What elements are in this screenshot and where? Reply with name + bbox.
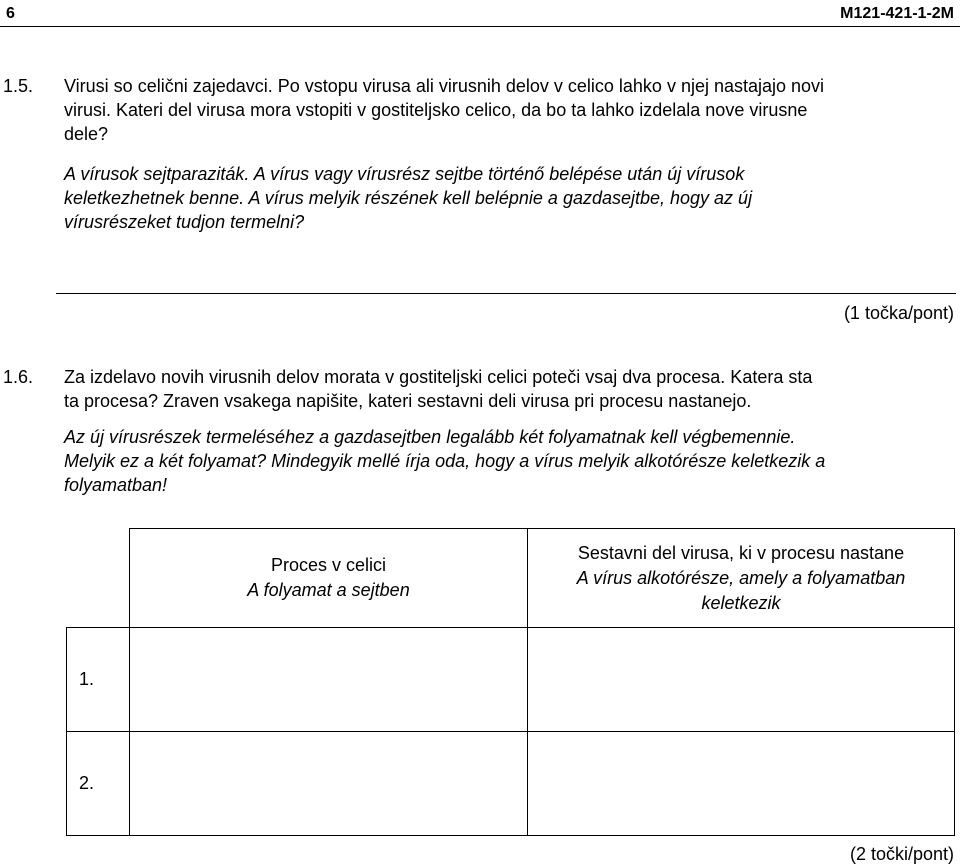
answer-cell-virus-part[interactable] [528,628,955,732]
answer-cell-process[interactable] [130,628,528,732]
header-line: Sestavni del virusa, ki v procesu nastane [577,542,905,563]
row-number: 2. [67,732,130,836]
question-1-5-slovene [64,74,944,146]
page-number: 6 [6,5,15,22]
text-line: ta procesa? Zraven vsakega napišite, kateri sestavni deli virusa pri procesu nastanejo. [64,391,752,411]
text-line: Virusi so celični zajedavci. Po vstopu virusa ali virusnih delov v celico lahko v njej nastajajo novi [64,76,825,96]
answer-cell-process[interactable] [130,732,528,836]
header-line: keletkezik [701,592,781,613]
answer-cell-virus-part[interactable] [528,732,955,836]
answer-table [66,528,955,836]
text-line: A vírusok sejtparaziták. A vírus vagy vírusrész sejtbe történő belépése után új vírusok [64,164,745,184]
text-line: Az új vírusrészek termeléséhez a gazdasejtben legalább két folyamatnak kell végbemennie. [64,427,796,447]
table-header-row [67,529,955,628]
text-line: vírusrészeket tudjon termelni? [64,212,305,232]
question-1-6-slovene [64,365,944,413]
answer-line[interactable] [56,293,956,294]
points-1-6: (2 točki/pont) [849,844,954,864]
header-rule [0,26,960,27]
row-number: 1. [67,628,130,732]
header-line: Proces v celici [270,555,387,575]
question-number-1-6: 1.6. [3,367,34,387]
question-1-5-hungarian [64,162,944,234]
text-line: virusi. Kateri del virusa mora vstopiti v gostiteljsko celico, da bo ta lahko izdelala nove virusne [64,100,808,120]
table-row [67,628,955,732]
table-corner [67,529,130,628]
text-line: keletkezhetnek benne. A vírus melyik részének kell belépnie a gazdasejtbe, hogy az új [64,188,753,208]
column-header-virus-part [528,529,955,628]
table-row [67,732,955,836]
header-line: A vírus alkotórésze, amely a folyamatban [576,567,906,588]
text-line: Melyik ez a két folyamat? Mindegyik mellé írja oda, hogy a vírus melyik alkotórésze keletkezik a [64,451,826,471]
header-line: A folyamat a sejtben [247,580,410,600]
column-header-process [130,529,528,628]
text-line: Za izdelavo novih virusnih delov morata v gostiteljski celici poteči vsaj dva procesa. Katera sta [64,367,813,387]
text-line: folyamatban! [64,475,168,495]
text-line: dele? [64,124,109,144]
points-1-5: (1 točka/pont) [843,303,954,323]
question-1-6-hungarian [64,425,944,497]
exam-code: M121-421-1-2M [840,5,954,22]
question-number-1-5: 1.5. [3,76,34,96]
